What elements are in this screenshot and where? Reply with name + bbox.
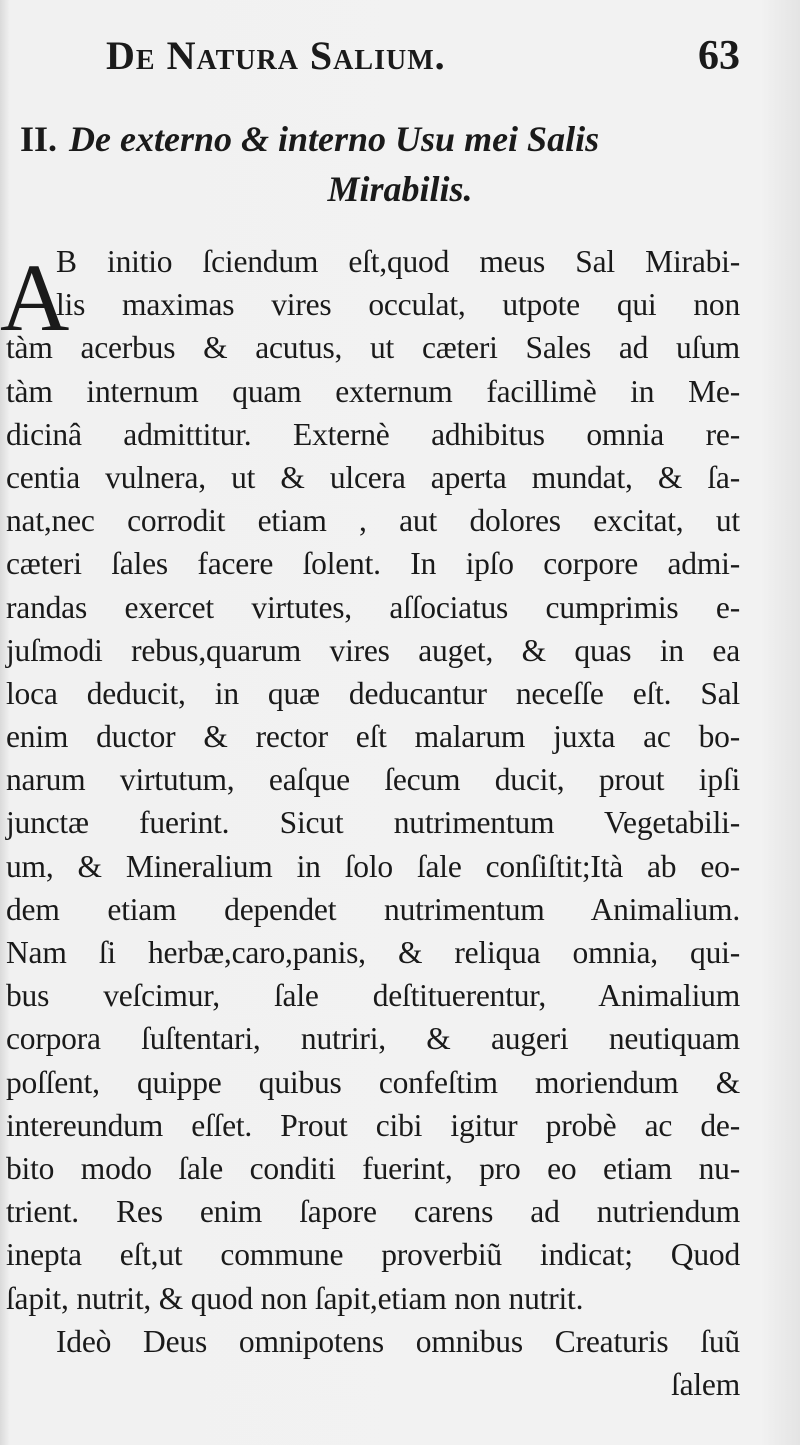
- text-line: B initio ſciendum eſt,quod meus Sal Mirabi-: [56, 244, 740, 279]
- text-line: nat,nec corrodit etiam , aut dolores excitat, ut: [6, 503, 740, 539]
- text-line: intereundum eſſet. Prout cibi igitur probè ac de-: [6, 1107, 740, 1143]
- running-head: [100, 32, 740, 92]
- text-line: corpora ſuſtentari, nutriri, & augeri neutiquam: [6, 1021, 740, 1057]
- text-line: trient. Res enim ſapore carens ad nutriendum: [6, 1194, 740, 1230]
- section-heading-line-2: Mirabilis.: [327, 169, 473, 209]
- text-line: Ideò Deus omnipotens omnibus Creaturis ſuũ: [56, 1323, 740, 1359]
- text-line: loca deducit, in quæ deducantur neceſſe eſt. Sal: [6, 675, 740, 711]
- text-line: lis maximas vires occulat, utpote qui non: [56, 287, 740, 323]
- text-line: cæteri ſales facere ſolent. In ipſo corpore admi-: [6, 546, 740, 582]
- text-line: tàm acerbus & acutus, ut cæteri Sales ad uſum: [6, 330, 740, 366]
- text-line: centia vulnera, ut & ulcera aperta mundat, & ſa-: [6, 459, 740, 495]
- text-line: dem etiam dependet nutrimentum Animalium.: [6, 891, 740, 927]
- text-line: ſapit, nutrit, & quod non ſapit,etiam non nutrit.: [6, 1280, 584, 1316]
- section-numeral: II.: [20, 119, 58, 159]
- text-line: bus veſcimur, ſale deſtituerentur, Animalium: [6, 978, 740, 1014]
- section-heading-text-1: De externo & interno Usu mei Salis: [69, 119, 600, 159]
- catchword: ſalem: [671, 1366, 740, 1402]
- text-line: randas exercet virtutes, aſſociatus cumprimis e-: [6, 589, 740, 625]
- text-line: dicinâ admittitur. Externè adhibitus omnia re-: [6, 416, 740, 452]
- drop-cap: A: [0, 244, 70, 351]
- running-head-title: De Natura Salium.: [106, 33, 446, 78]
- section-heading: [20, 114, 740, 214]
- body-text: [6, 240, 740, 1406]
- text-line: tàm internum quam externum facillimè in Me-: [6, 373, 740, 409]
- text-line: junctæ fuerint. Sicut nutrimentum Vegetabili-: [6, 805, 740, 841]
- text-line: bito modo ſale conditi fuerint, pro eo etiam nu-: [6, 1150, 740, 1186]
- text-line: Nam ſi herbæ,caro,panis, & reliqua omnia, qui-: [6, 935, 740, 970]
- page-number: 63: [698, 33, 740, 79]
- text-line: juſmodi rebus,quarum vires auget, & quas in ea: [6, 632, 740, 668]
- text-line: narum virtutum, eaſque ſecum ducit, prout ipſi: [6, 762, 740, 798]
- text-line: inepta eſt,ut commune proverbiũ indicat; Quod: [6, 1237, 740, 1273]
- text-line: um, & Mineralium in ſolo ſale conſiſtit;Ità ab eo-: [6, 848, 740, 884]
- text-line: enim ductor & rector eſt malarum juxta ac bo-: [6, 719, 740, 755]
- section-heading-line-1: [20, 114, 740, 164]
- text-line: poſſent, quippe quibus confeſtim moriendum &: [6, 1064, 740, 1100]
